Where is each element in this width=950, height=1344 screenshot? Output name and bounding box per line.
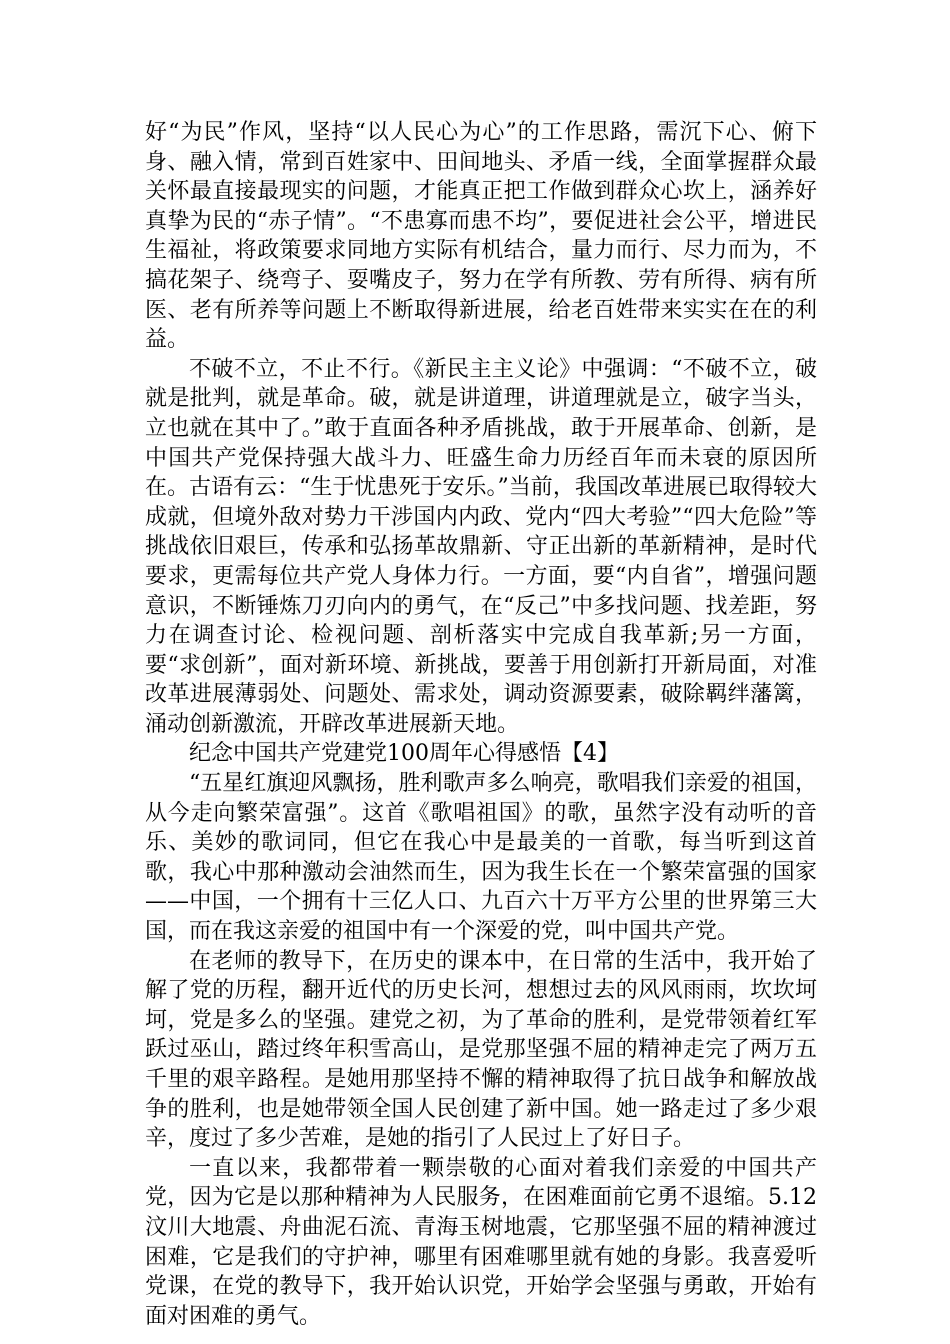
paragraph-5: 一直以来，我都带着一颗崇敬的心面对着我们亲爱的中国共产党，因为它是以那种精神为人民服务，在困难面前它勇不退缩。5.12汶川大地震、舟曲泥石流、青海玉树地震，它那坚强不屈的精神渡过困难，它是我们的守护神，哪里有困难哪里就有她的身影。我喜爱听党课，在党的教导下，我开始认识党，开始学会坚强与勇敢，开始有面对困难的勇气。 — [145, 1155, 817, 1329]
paragraph-4: 在老师的教导下，在历史的课本中，在日常的生活中，我开始了解了党的历程，翻开近代的历史长河，想想过去的风风雨雨，坎坎坷坷，党是多么的坚强。建党之初，为了革命的胜利，是党带领着红军跃过巫山，踏过终年积雪高山，是党那坚强不屈的精神走完了两万五千里的艰辛路程。是她用那坚持不懈的精神取得了抗日战争和解放战争的胜利，也是她带领全国人民创建了新中国。她一路走过了多少艰辛，度过了多少苦难，是她的指引了人民过上了好日子。 — [145, 948, 817, 1152]
paragraph-1: 好“为民”作风，坚持“以人民心为心”的工作思路，需沉下心、俯下身、融入情，常到百姓家中、田间地头、矛盾一线，全面掌握群众最关怀最直接最现实的问题，才能真正把工作做到群众心坎上，涵养好真挚为民的“赤子情”。“不患寡而患不均”，要促进社会公平，增进民生福祉，将政策要求同地方实际有机结合，量力而行、尽力而为，不搞花架子、绕弯子、耍嘴皮子，努力在学有所教、劳有所得、病有所医、老有所养等问题上不断取得新进展，给老百姓带来实实在在的利益。 — [145, 120, 817, 353]
paragraph-3: “五星红旗迎风飘扬，胜利歌声多么响亮，歌唱我们亲爱的祖国，从今走向繁荣富强”。这首《歌唱祖国》的歌，虽然字没有动听的音乐、美妙的歌词同，但它在我心中是最美的一首歌，每当听到这首歌，我心中那种激动会油然而生，因为我生长在一个繁荣富强的国家——中国，一个拥有十三亿人口、九百六十万平方公里的世界第三大国，而在我这亲爱的祖国中有一个深爱的党，叫中国共产党。 — [145, 771, 817, 945]
paragraph-2: 不破不立，不止不行。《新民主主义论》中强调：“不破不立，破就是批判，就是革命。破，就是讲道理，讲道理就是立，破字当头，立也就在其中了。”敢于直面各种矛盾挑战，敢于开展革命、创新，是中国共产党保持强大战斗力、旺盛生命力历经百年而未衰的原因所在。古语有云：“生于忧患死于安乐。”当前，我国改革进展已取得较大成就，但境外敌对势力干涉国内内政、党内“四大考验”“四大危险”等挑战依旧艰巨，传承和弘扬革故鼎新、守正出新的革新精神，是时代要求，更需每位共产党人身体力行。一方面，要“内自省”，增强问题意识，不断锤炼刀刃向内的勇气，在“反己”中多找问题、找差距，努力在调查讨论、检视问题、剖析落实中完成自我革新;另一方面，要“求创新”，面对新环境、新挑战，要善于用创新打开新局面，对准改革进展薄弱处、问题处、需求处，调动资源要素，破除羁绊藩篱，涌动创新激流，开辟改革进展新天地。 — [145, 356, 817, 737]
section-heading: 纪念中国共产党建党100周年心得感悟【4】 — [189, 741, 619, 767]
document-page — [145, 118, 817, 1331]
